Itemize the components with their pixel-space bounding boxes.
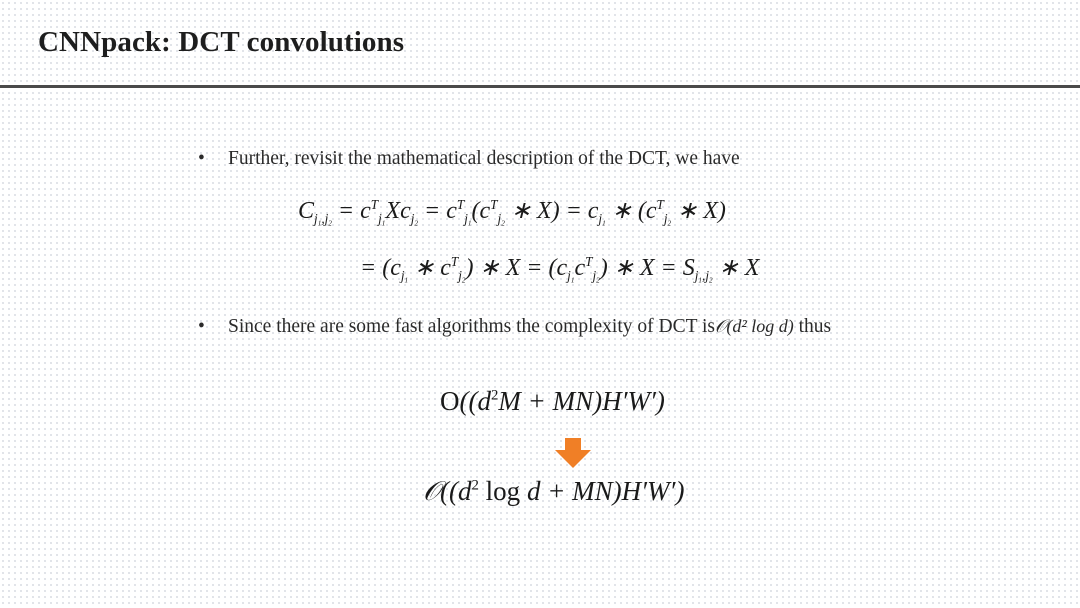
inline-complexity-math: 𝒪(d² log d)	[715, 316, 794, 336]
complexity-after: $𝒪((d^2$ log d + MN)H′W′)	[423, 476, 685, 506]
bullet-1	[198, 148, 740, 170]
equation-line-1: $C_{j_1,j_2} = c^T_{j_1}Xc_{j_2} = c^T_{j_1}(c^T_{j_2}$ ∗ $X) = c_{j_1}$ ∗ ($c^T_{j_2}$ ∗ X)	[298, 196, 726, 228]
bullet-2-text-after: thus	[793, 316, 832, 337]
down-arrow-icon	[555, 438, 591, 468]
complexity-before: $O((d^2M + MN)H'W')$	[440, 386, 665, 416]
bullet-2	[198, 316, 831, 338]
bullet-marker: •	[198, 148, 205, 169]
equation-line-2: = ($c_{j_1}$ ∗ $c^T_{j_2}$) ∗ $X = (c_{j_1}c^T_{j_2})$ ∗ $X = S_{j_1,j_2}$ ∗ X	[360, 253, 760, 285]
slide-title: CNNpack: DCT convolutions	[38, 26, 405, 58]
bullet-marker: •	[198, 316, 205, 337]
bullet-1-text: Further, revisit the mathematical description of the DCT, we have	[228, 148, 740, 169]
bullet-2-text: Since there are some fast algorithms the complexity of DCT is	[228, 316, 716, 337]
title-divider	[0, 85, 1080, 88]
